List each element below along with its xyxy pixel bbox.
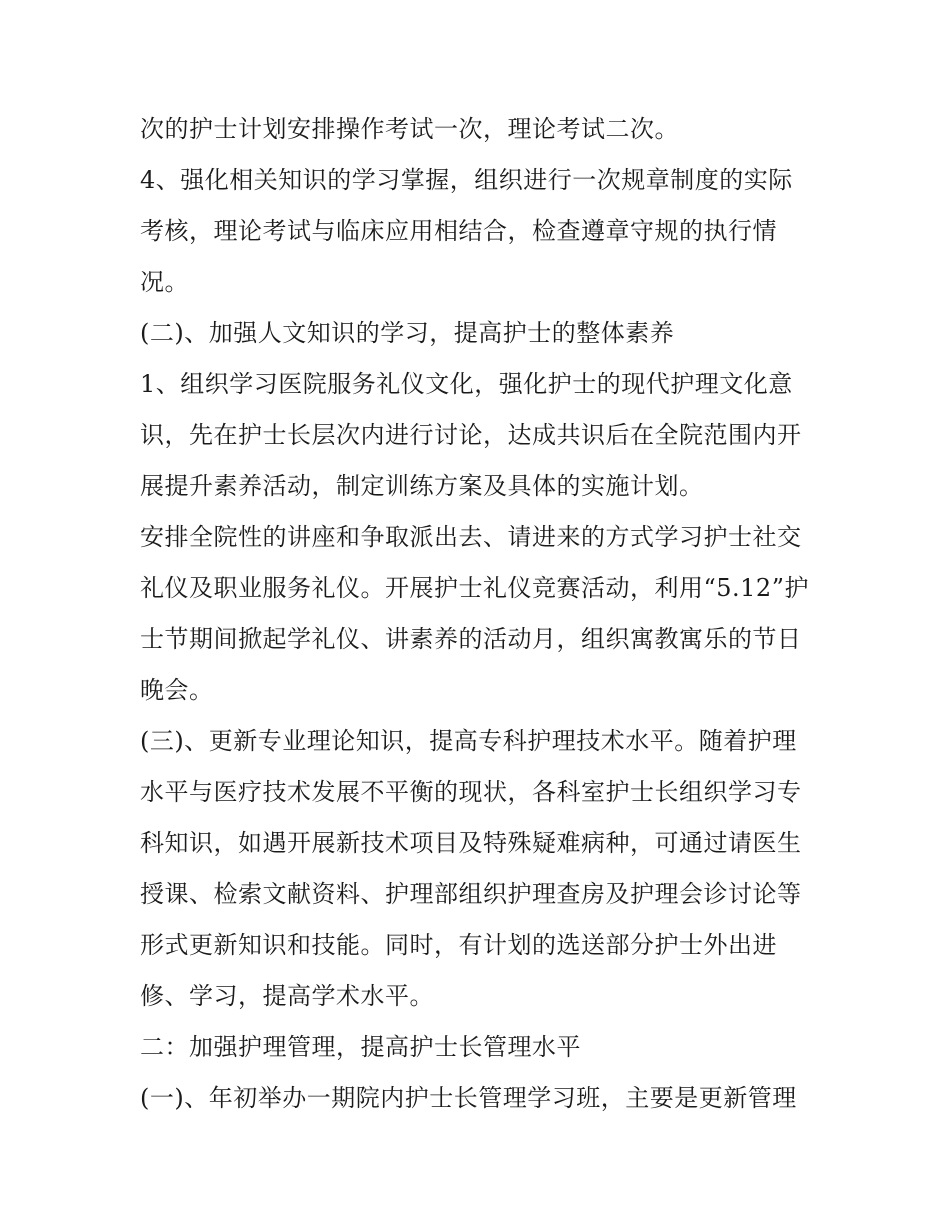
text-line: 修、学习，提高学术水平。 — [140, 982, 434, 1010]
text-line: 况。 — [140, 268, 189, 296]
text-line: 晚会。 — [140, 676, 214, 704]
section-heading: 二：加强护理管理，提高护士长管理水平 — [140, 1033, 581, 1061]
text-line: 展提升素养活动，制定训练方案及具体的实施计划。 — [140, 472, 704, 500]
text-line: 考核，理论考试与临床应用相结合，检查遵章守规的执行情 — [140, 217, 777, 245]
text-line: 识，先在护士长层次内进行讨论，达成共识后在全院范围内开 — [140, 421, 802, 449]
text-line: 次的护士计划安排操作考试一次，理论考试二次。 — [140, 115, 679, 143]
text-line: 安排全院性的讲座和争取派出去、请进来的方式学习护士社交 — [140, 523, 802, 551]
text-line: 士节期间掀起学礼仪、讲素养的活动月，组织寓教寓乐的节日 — [140, 625, 802, 653]
document-body — [140, 108, 820, 1128]
section-heading: (二)、加强人文知识的学习，提高护士的整体素养 — [140, 319, 675, 347]
text-line: 礼仪及职业服务礼仪。开展护士礼仪竞赛活动，利用“5.12”护 — [140, 574, 809, 602]
section-heading: (三)、更新专业理论知识，提高专科护理技术水平。随着护理 — [140, 727, 797, 755]
text-line: 1、组织学习医院服务礼仪文化，强化护士的现代护理文化意 — [140, 370, 793, 398]
section-heading: (一)、年初举办一期院内护士长管理学习班，主要是更新管理 — [140, 1084, 797, 1112]
text-line: 水平与医疗技术发展不平衡的现状，各科室护士长组织学习专 — [140, 778, 802, 806]
text-line: 4、强化相关知识的学习掌握，组织进行一次规章制度的实际 — [140, 166, 793, 194]
text-line: 形式更新知识和技能。同时，有计划的选送部分护士外出进 — [140, 931, 777, 959]
text-line: 授课、检索文献资料、护理部组织护理查房及护理会诊讨论等 — [140, 880, 802, 908]
text-line: 科知识，如遇开展新技术项目及特殊疑难病种，可通过请医生 — [140, 829, 802, 857]
